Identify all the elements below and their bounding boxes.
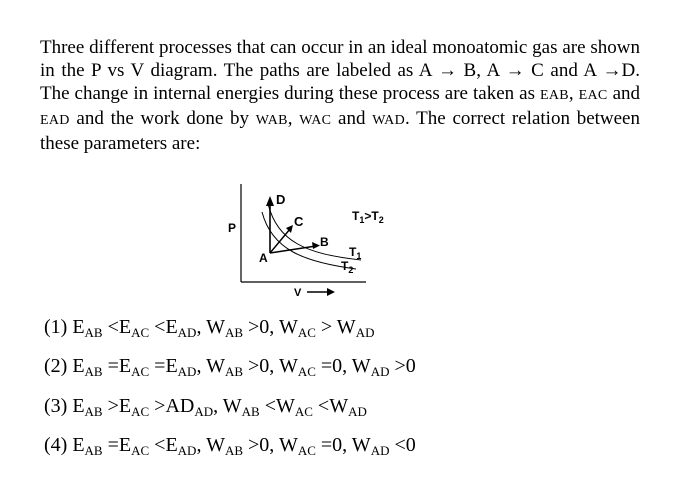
- option-subscript: AD: [370, 443, 390, 458]
- symbol-w-ac: WAC: [299, 113, 332, 128]
- option-subscript: AC: [297, 443, 316, 458]
- pv-diagram: [216, 182, 386, 300]
- option-subscript: AB: [84, 325, 103, 340]
- option-subscript: AD: [348, 404, 367, 419]
- question-text: [40, 36, 640, 155]
- path-a-to-c: [270, 229, 290, 253]
- question-part: Three different processes that can occur in an ideal monoatomic gas are shown in the P vs V diagram. The paths are labeled as A → B, A → C and A →D. The change in internal energies during these process are taken as: [40, 37, 640, 104]
- option-term: > W: [315, 316, 356, 338]
- option-term: E: [67, 355, 85, 377]
- option-term: E: [67, 434, 85, 456]
- question-part: ,: [568, 83, 579, 104]
- option-term: >E: [102, 395, 132, 417]
- option-term: =E: [149, 355, 178, 377]
- arrowhead-b: [312, 242, 320, 249]
- option-number: (2): [44, 355, 68, 377]
- option-term: <E: [149, 316, 178, 338]
- p-axis-label: P: [228, 221, 237, 235]
- option-subscript: AD: [194, 404, 214, 419]
- option-term: , W: [196, 355, 225, 377]
- option-subscript: AC: [297, 325, 316, 340]
- option-term: E: [67, 316, 85, 338]
- option-subscript: AC: [131, 325, 150, 340]
- option-number: (4): [44, 434, 68, 456]
- option-subscript: AC: [131, 364, 150, 379]
- label-t2: $T_2$: [341, 259, 354, 275]
- label-d: D: [276, 192, 286, 207]
- option-term: <E: [102, 316, 132, 338]
- option-2[interactable]: [44, 355, 416, 378]
- option-term: =E: [102, 355, 132, 377]
- option-term: =0, W: [315, 355, 371, 377]
- option-subscript: AB: [241, 404, 260, 419]
- option-subscript: AD: [355, 325, 375, 340]
- temperature-relation: $T_1>T_2$: [352, 209, 384, 225]
- symbol-e-ac: EAC: [578, 88, 608, 103]
- option-term: <W: [259, 395, 295, 417]
- option-number: (1): [44, 316, 68, 338]
- option-term: <E: [149, 434, 178, 456]
- option-subscript: AD: [177, 325, 197, 340]
- option-term: , W: [213, 395, 242, 417]
- option-subscript: AD: [177, 443, 197, 458]
- option-term: <W: [312, 395, 349, 417]
- option-term: >0, W: [243, 316, 298, 338]
- pv-diagram-svg: [216, 182, 386, 300]
- option-term: >0, W: [243, 434, 298, 456]
- v-axis-label: V: [294, 287, 302, 299]
- label-b: B: [320, 235, 329, 249]
- option-term: <0: [389, 434, 416, 456]
- option-subscript: AC: [297, 364, 316, 379]
- label-c: C: [294, 214, 304, 229]
- option-subscript: AD: [177, 364, 197, 379]
- option-subscript: AB: [224, 443, 244, 458]
- symbol-w-ab: WAB: [255, 113, 288, 128]
- question-part: and the work done by: [69, 108, 256, 129]
- option-subscript: AB: [224, 364, 244, 379]
- arrowhead-d: [266, 196, 274, 206]
- option-4[interactable]: [44, 434, 416, 457]
- option-subscript: AC: [294, 404, 313, 419]
- option-subscript: AB: [84, 404, 103, 419]
- symbol-w-ad: WAD: [372, 113, 406, 128]
- option-number: (3): [44, 395, 68, 417]
- label-a: A: [259, 251, 268, 265]
- option-term: >0: [389, 355, 416, 377]
- option-subscript: AB: [84, 443, 103, 458]
- option-subscript: AD: [370, 364, 390, 379]
- symbol-e-ad: EAD: [40, 113, 70, 128]
- option-term: >0, W: [243, 355, 298, 377]
- option-subscript: AB: [224, 325, 244, 340]
- option-subscript: AC: [131, 404, 150, 419]
- question-part: and: [607, 83, 641, 104]
- option-3[interactable]: [44, 395, 367, 418]
- option-term: , W: [196, 316, 225, 338]
- option-term: =E: [102, 434, 132, 456]
- option-1[interactable]: [44, 316, 374, 339]
- question-part: . The correct relation between these parameters are:: [40, 108, 640, 154]
- question-part: and: [331, 108, 373, 129]
- option-subscript: AC: [131, 443, 150, 458]
- option-term: , W: [196, 434, 225, 456]
- option-subscript: AB: [84, 364, 103, 379]
- option-term: E: [67, 395, 85, 417]
- question-part: ,: [287, 108, 300, 129]
- option-term: =0, W: [315, 434, 371, 456]
- symbol-e-ab: EAB: [539, 88, 569, 103]
- label-t1: $T_1$: [349, 245, 362, 261]
- option-term: >AD: [149, 395, 195, 417]
- v-axis-arrowhead: [327, 288, 335, 296]
